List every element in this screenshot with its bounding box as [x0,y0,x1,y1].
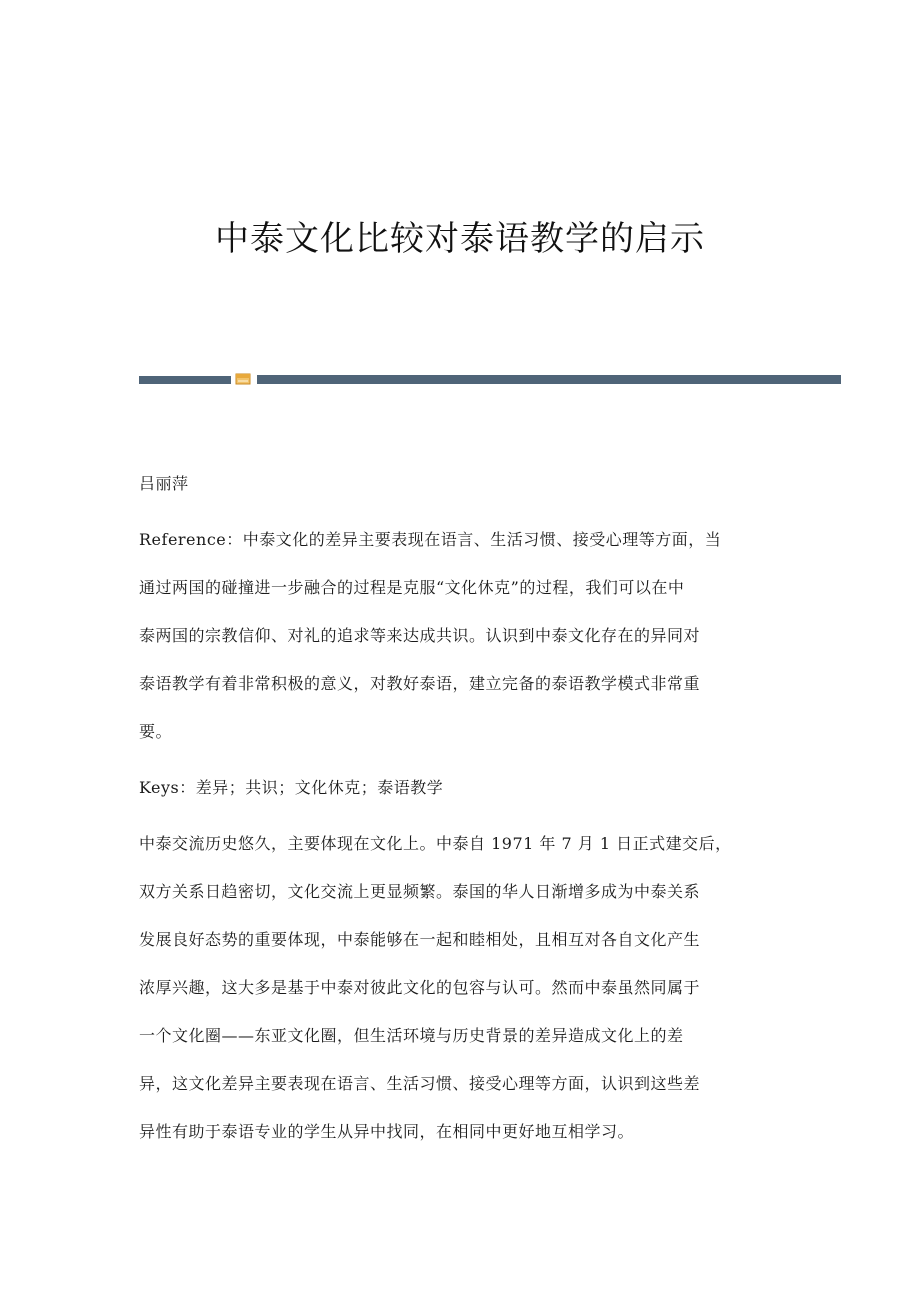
abstract-line: 泰语教学有着非常积极的意义，对教好泰语，建立完备的泰语教学模式非常重 [139,674,701,693]
divider-bar-left [139,376,231,384]
abstract-line: Reference：中泰文化的差异主要表现在语言、生活习惯、接受心理等方面，当 [139,530,722,549]
envelope-ornament-icon [235,372,251,386]
keywords-line [139,764,779,812]
document-title: 中泰文化比较对泰语教学的启示 [215,219,705,259]
body-line: 异性有助于泰语专业的学生从异中找同，在相同中更好地互相学习。 [139,1122,635,1141]
body-line: 双方关系日趋密切，文化交流上更显频繁。泰国的华人日渐增多成为中泰关系 [139,882,701,901]
body-line: 异，这文化差异主要表现在语言、生活习惯、接受心理等方面，认识到这些差 [139,1074,701,1093]
body-line: 浓厚兴趣，这大多是基于中泰对彼此文化的包容与认可。然而中泰虽然同属于 [139,978,701,997]
keywords-text: Keys：差异；共识；文化休克；泰语教学 [139,778,444,797]
divider-bar-right [257,375,841,384]
body-line: 中泰交流历史悠久，主要体现在文化上。中泰自 1971 年 7 月 1 日正式建交后， [139,834,732,853]
abstract-paragraph [139,516,779,756]
body-paragraph [139,820,779,1156]
abstract-line: 通过两国的碰撞进一步融合的过程是克服“文化休克”的过程，我们可以在中 [139,578,685,597]
body-line: 一个文化圈——东亚文化圈，但生活环境与历史背景的差异造成文化上的差 [139,1026,684,1045]
abstract-line: 泰两国的宗教信仰、对礼的追求等来达成共识。认识到中泰文化存在的异同对 [139,626,701,645]
title-divider [139,372,841,386]
author-name: 吕丽萍 [139,474,189,493]
body-line: 发展良好态势的重要体现，中泰能够在一起和睦相处，且相互对各自文化产生 [139,930,701,949]
abstract-line: 要。 [139,722,173,741]
